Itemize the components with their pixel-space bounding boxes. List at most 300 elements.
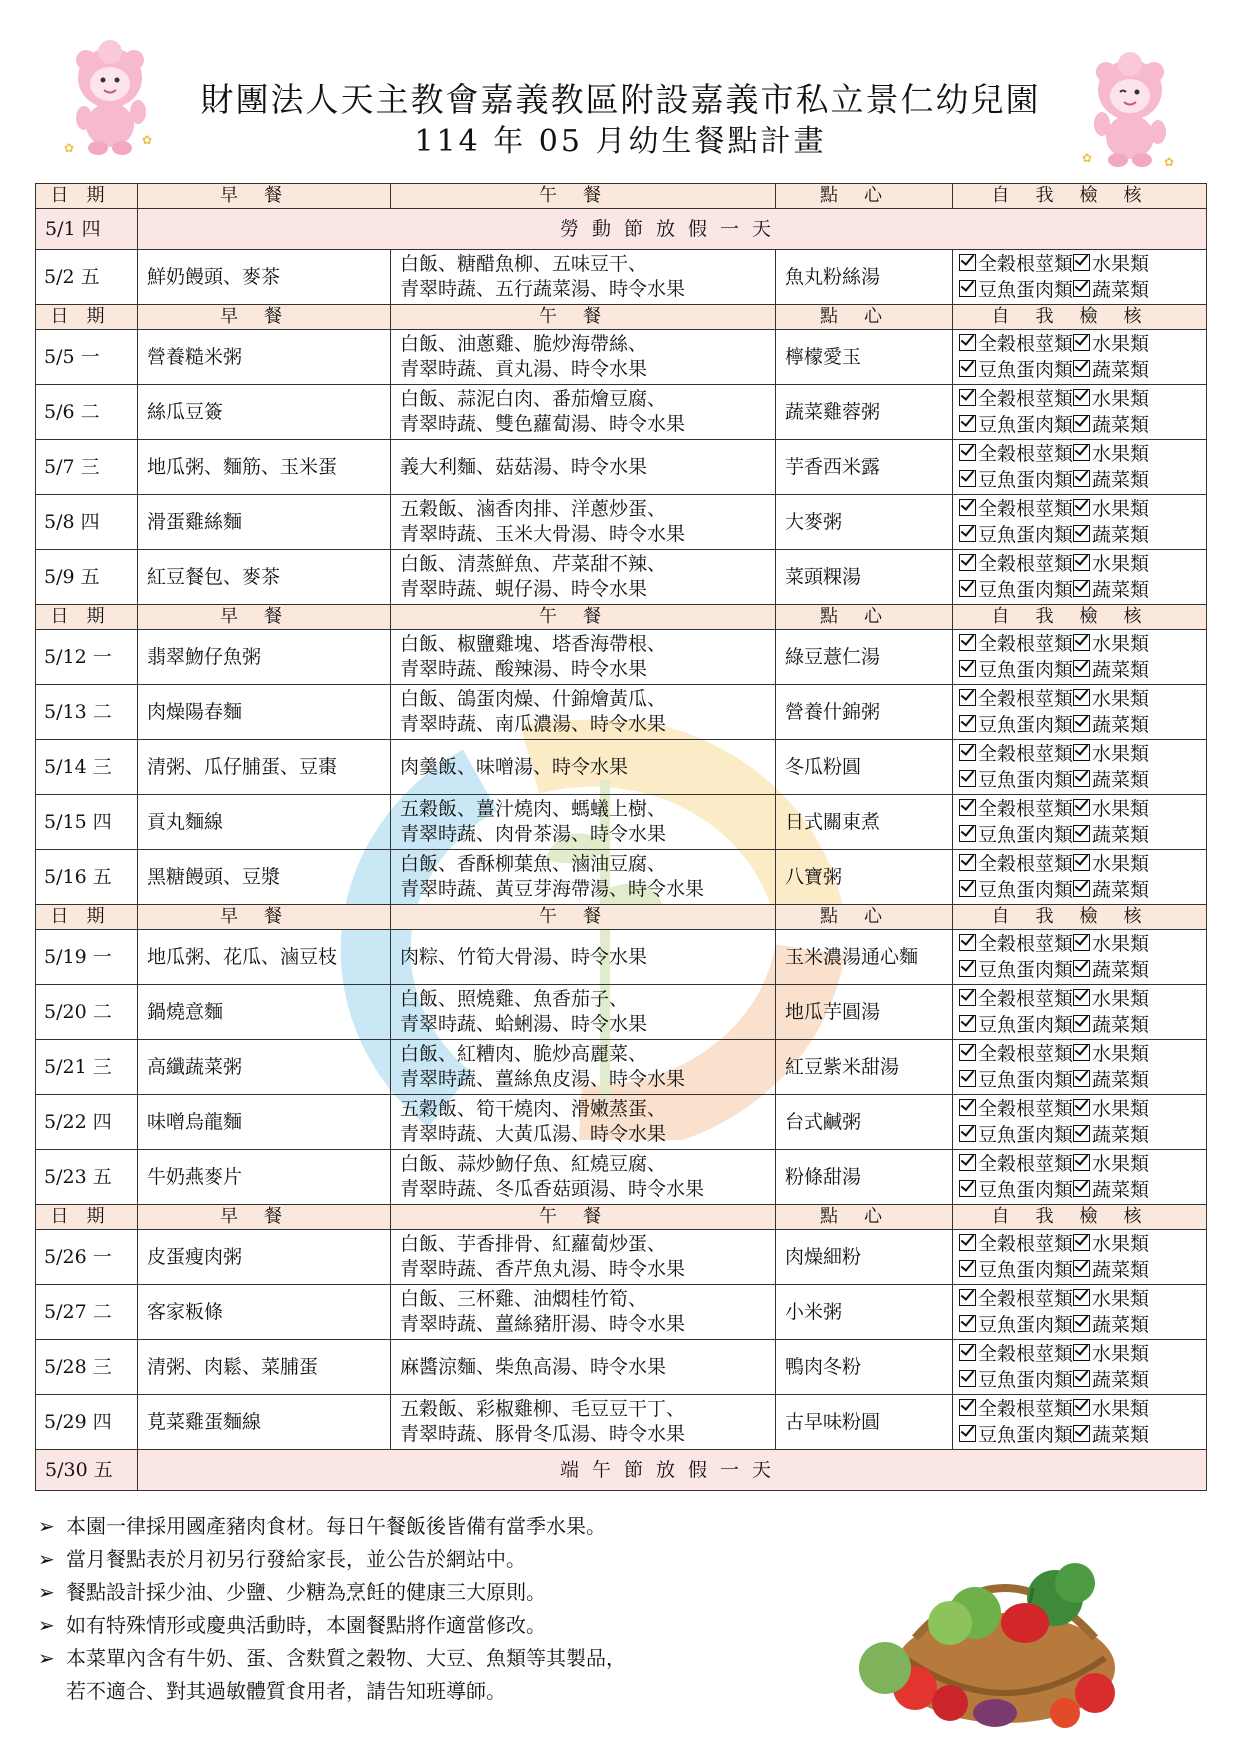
date-cell: 5/14 三 (36, 740, 138, 795)
check-label: 蔬菜類 (1092, 1424, 1150, 1446)
breakfast-cell: 皮蛋瘦肉粥 (138, 1230, 391, 1285)
check-label: 水果類 (1092, 1043, 1150, 1065)
lunch-line: 青翠時蔬、大黃瓜湯、時令水果 (400, 1123, 667, 1145)
check-label: 水果類 (1092, 498, 1150, 520)
checked-box-icon[interactable] (1073, 1070, 1090, 1087)
date-cell: 5/26 一 (36, 1230, 138, 1285)
lunch-line: 青翠時蔬、蛤蜊湯、時令水果 (400, 1013, 648, 1035)
checked-box-icon[interactable] (959, 1344, 976, 1361)
checked-box-icon[interactable] (1073, 1399, 1090, 1416)
snack-cell: 肉燥細粉 (776, 1230, 953, 1285)
self-check-line (959, 931, 1206, 957)
lunch-line: 白飯、糖醋魚柳、五味豆干、 (400, 253, 648, 275)
snack-cell: 菜頭粿湯 (776, 550, 953, 605)
breakfast-cell: 肉燥陽春麵 (138, 685, 391, 740)
note-item: ➢ 本菜單內含有牛奶、蛋、含麩質之穀物、大豆、魚類等其製品， (38, 1642, 838, 1675)
lunch-line: 五穀飯、滷香肉排、洋蔥炒蛋、 (400, 498, 667, 520)
checked-box-icon[interactable] (1073, 744, 1090, 761)
table-row (36, 930, 1207, 985)
check-label: 豆魚蛋肉類 (978, 279, 1074, 301)
breakfast-cell: 地瓜粥、花瓜、滷豆枝 (138, 930, 391, 985)
breakfast-cell: 黑糖饅頭、豆漿 (138, 850, 391, 905)
column-header-self-check: 自我檢核 (953, 905, 1207, 930)
lunch-line: 白飯、照燒雞、魚香茄子、 (400, 988, 629, 1010)
snack-cell: 小米粥 (776, 1285, 953, 1340)
date-cell: 5/7 三 (36, 440, 138, 495)
check-label: 水果類 (1092, 1233, 1150, 1255)
check-label: 水果類 (1092, 388, 1150, 410)
checked-box-icon[interactable] (959, 580, 976, 597)
checked-box-icon[interactable] (959, 799, 976, 816)
snack-cell: 地瓜芋圓湯 (776, 985, 953, 1040)
checked-box-icon[interactable] (1073, 444, 1090, 461)
snack-cell: 台式鹹粥 (776, 1095, 953, 1150)
breakfast-cell: 客家粄條 (138, 1285, 391, 1340)
self-check-line (959, 1012, 1206, 1038)
check-label: 水果類 (1092, 1098, 1150, 1120)
column-header-self-check: 自我檢核 (953, 184, 1207, 209)
table-row (36, 440, 1207, 495)
checked-box-icon[interactable] (959, 960, 976, 977)
lunch-cell (391, 1230, 776, 1285)
checked-box-icon[interactable] (959, 554, 976, 571)
check-label: 全穀根莖類 (978, 1233, 1074, 1255)
checked-box-icon[interactable] (959, 1289, 976, 1306)
holiday-row (36, 1450, 1207, 1491)
checked-box-icon[interactable] (1073, 1370, 1090, 1387)
checked-box-icon[interactable] (959, 334, 976, 351)
self-check-line (959, 1367, 1206, 1393)
column-header-self-check: 自我檢核 (953, 605, 1207, 630)
column-header-breakfast: 早餐 (138, 184, 391, 209)
checked-box-icon[interactable] (959, 1154, 976, 1171)
table-row (36, 1040, 1207, 1095)
lunch-line: 青翠時蔬、蜆仔湯、時令水果 (400, 578, 648, 600)
check-label: 全穀根莖類 (978, 1043, 1074, 1065)
check-label: 水果類 (1092, 1153, 1150, 1175)
self-check-line (959, 386, 1206, 412)
checked-box-icon[interactable] (1073, 470, 1090, 487)
self-check-line (959, 412, 1206, 438)
self-check-line (959, 1122, 1206, 1148)
lunch-line: 青翠時蔬、香芹魚丸湯、時令水果 (400, 1258, 686, 1280)
checked-box-icon[interactable] (959, 689, 976, 706)
checked-box-icon[interactable] (959, 1044, 976, 1061)
checked-box-icon[interactable] (1073, 254, 1090, 271)
table-row (36, 550, 1207, 605)
check-label: 蔬菜類 (1092, 659, 1150, 681)
checked-box-icon[interactable] (1073, 360, 1090, 377)
checked-box-icon[interactable] (959, 854, 976, 871)
breakfast-cell: 高纖蔬菜粥 (138, 1040, 391, 1095)
vegetable-basket-icon (855, 1518, 1135, 1738)
check-label: 全穀根莖類 (978, 443, 1074, 465)
checked-box-icon[interactable] (959, 989, 976, 1006)
self-check-cell (953, 985, 1207, 1040)
self-check-cell (953, 385, 1207, 440)
checked-box-icon[interactable] (1073, 1015, 1090, 1032)
self-check-line (959, 1341, 1206, 1367)
self-check-line (959, 767, 1206, 793)
self-check-line (959, 467, 1206, 493)
checked-box-icon[interactable] (1073, 389, 1090, 406)
self-check-line (959, 522, 1206, 548)
check-label: 蔬菜類 (1092, 769, 1150, 791)
breakfast-cell: 營養糙米粥 (138, 330, 391, 385)
lunch-cell (391, 1040, 776, 1095)
checked-box-icon[interactable] (959, 1099, 976, 1116)
check-label: 水果類 (1092, 1343, 1150, 1365)
column-header-breakfast: 早餐 (138, 605, 391, 630)
self-check-cell (953, 1340, 1207, 1395)
check-label: 全穀根莖類 (978, 1153, 1074, 1175)
breakfast-cell: 莧菜雞蛋麵線 (138, 1395, 391, 1450)
check-label: 豆魚蛋肉類 (978, 469, 1074, 491)
check-label: 水果類 (1092, 743, 1150, 765)
self-check-line (959, 686, 1206, 712)
checked-box-icon[interactable] (1073, 1344, 1090, 1361)
checked-box-icon[interactable] (959, 1260, 976, 1277)
checked-box-icon[interactable] (1073, 715, 1090, 732)
lunch-cell (391, 795, 776, 850)
checked-box-icon[interactable] (1073, 989, 1090, 1006)
snack-cell: 日式關東煮 (776, 795, 953, 850)
lunch-line: 青翠時蔬、豚骨冬瓜湯、時令水果 (400, 1423, 686, 1445)
checked-box-icon[interactable] (1073, 770, 1090, 787)
snack-cell: 魚丸粉絲湯 (776, 250, 953, 305)
checked-box-icon[interactable] (959, 525, 976, 542)
self-check-line (959, 1067, 1206, 1093)
check-label: 豆魚蛋肉類 (978, 1014, 1074, 1036)
check-label: 水果類 (1092, 688, 1150, 710)
column-header-lunch: 午餐 (391, 905, 776, 930)
self-check-cell (953, 685, 1207, 740)
date-cell: 5/22 四 (36, 1095, 138, 1150)
checked-box-icon[interactable] (959, 770, 976, 787)
check-label: 水果類 (1092, 333, 1150, 355)
checked-box-icon[interactable] (1073, 854, 1090, 871)
checked-box-icon[interactable] (959, 880, 976, 897)
self-check-line (959, 577, 1206, 603)
self-check-line (959, 1257, 1206, 1283)
check-label: 豆魚蛋肉類 (978, 824, 1074, 846)
check-label: 豆魚蛋肉類 (978, 1314, 1074, 1336)
checked-box-icon[interactable] (1073, 1315, 1090, 1332)
lunch-line: 白飯、油蔥雞、脆炒海帶絲、 (400, 333, 648, 355)
check-label: 全穀根莖類 (978, 1288, 1074, 1310)
check-label: 全穀根莖類 (978, 553, 1074, 575)
notes-list (38, 1510, 838, 1708)
checked-box-icon[interactable] (959, 1070, 976, 1087)
lunch-line: 白飯、鴿蛋肉燥、什錦燴黃瓜、 (400, 688, 667, 710)
check-label: 豆魚蛋肉類 (978, 959, 1074, 981)
check-label: 蔬菜類 (1092, 1124, 1150, 1146)
column-header-self-check: 自我檢核 (953, 305, 1207, 330)
meal-plan-table (35, 183, 1207, 1491)
self-check-cell (953, 495, 1207, 550)
checked-box-icon[interactable] (959, 934, 976, 951)
self-check-line (959, 1096, 1206, 1122)
check-label: 豆魚蛋肉類 (978, 1069, 1074, 1091)
date-cell: 5/12 一 (36, 630, 138, 685)
check-label: 水果類 (1092, 988, 1150, 1010)
checked-box-icon[interactable] (1073, 1154, 1090, 1171)
check-label: 全穀根莖類 (978, 253, 1074, 275)
column-header-lunch: 午餐 (391, 1205, 776, 1230)
table-row (36, 385, 1207, 440)
breakfast-cell: 貢丸麵線 (138, 795, 391, 850)
checked-box-icon[interactable] (1073, 280, 1090, 297)
check-label: 豆魚蛋肉類 (978, 579, 1074, 601)
column-header-snack: 點心 (776, 1205, 953, 1230)
table-row (36, 495, 1207, 550)
lunch-cell (391, 740, 776, 795)
checked-box-icon[interactable] (1073, 880, 1090, 897)
checked-box-icon[interactable] (1073, 934, 1090, 951)
date-cell: 5/27 二 (36, 1285, 138, 1340)
lunch-cell (391, 930, 776, 985)
date-cell: 5/28 三 (36, 1340, 138, 1395)
svg-text:✿: ✿ (1164, 155, 1175, 169)
breakfast-cell: 絲瓜豆簽 (138, 385, 391, 440)
check-label: 蔬菜類 (1092, 359, 1150, 381)
check-label: 蔬菜類 (1092, 1069, 1150, 1091)
checked-box-icon[interactable] (959, 1180, 976, 1197)
breakfast-cell: 翡翠魩仔魚粥 (138, 630, 391, 685)
snack-cell: 鴨肉冬粉 (776, 1340, 953, 1395)
lunch-line: 白飯、芋香排骨、紅蘿蔔炒蛋、 (400, 1233, 667, 1255)
checked-box-icon[interactable] (959, 389, 976, 406)
check-label: 全穀根莖類 (978, 1098, 1074, 1120)
checked-box-icon[interactable] (1073, 499, 1090, 516)
check-label: 豆魚蛋肉類 (978, 414, 1074, 436)
table-row (36, 740, 1207, 795)
checked-box-icon[interactable] (1073, 825, 1090, 842)
checked-box-icon[interactable] (959, 360, 976, 377)
self-check-line (959, 986, 1206, 1012)
lunch-line: 青翠時蔬、南瓜濃湯、時令水果 (400, 713, 667, 735)
column-header-date: 日期 (36, 184, 138, 209)
checked-box-icon[interactable] (959, 1370, 976, 1387)
self-check-cell (953, 250, 1207, 305)
checked-box-icon[interactable] (1073, 1180, 1090, 1197)
table-row (36, 985, 1207, 1040)
checked-box-icon[interactable] (1073, 660, 1090, 677)
checked-box-icon[interactable] (1073, 334, 1090, 351)
table-row (36, 795, 1207, 850)
lunch-cell (391, 495, 776, 550)
self-check-cell (953, 550, 1207, 605)
date-cell: 5/20 二 (36, 985, 138, 1040)
lunch-line: 青翠時蔬、貢丸湯、時令水果 (400, 358, 648, 380)
checked-box-icon[interactable] (1073, 1044, 1090, 1061)
lunch-line: 青翠時蔬、五行蔬菜湯、時令水果 (400, 278, 686, 300)
table-row (36, 250, 1207, 305)
column-header-snack: 點心 (776, 305, 953, 330)
column-header-breakfast: 早餐 (138, 905, 391, 930)
table-header-row (36, 184, 1207, 209)
self-check-line (959, 957, 1206, 983)
breakfast-cell: 地瓜粥、麵筋、玉米蛋 (138, 440, 391, 495)
svg-text:✿: ✿ (142, 133, 153, 147)
check-label: 全穀根莖類 (978, 1398, 1074, 1420)
lunch-cell (391, 850, 776, 905)
checked-box-icon[interactable] (959, 825, 976, 842)
lunch-line: 青翠時蔬、薑絲豬肝湯、時令水果 (400, 1313, 686, 1335)
column-header-breakfast: 早餐 (138, 1205, 391, 1230)
self-check-line (959, 277, 1206, 303)
checked-box-icon[interactable] (959, 660, 976, 677)
note-continuation: 若不適合、對其過敏體質食用者，請告知班導師。 (66, 1679, 506, 1703)
snack-cell: 粉條甜湯 (776, 1150, 953, 1205)
self-check-line (959, 357, 1206, 383)
lunch-line: 麻醬涼麵、柴魚高湯、時令水果 (400, 1355, 667, 1378)
checked-box-icon[interactable] (1073, 634, 1090, 651)
arrow-bullet-icon: ➢ (38, 1514, 55, 1538)
check-label: 全穀根莖類 (978, 688, 1074, 710)
self-check-cell (953, 440, 1207, 495)
lunch-line: 青翠時蔬、雙色蘿蔔湯、時令水果 (400, 413, 686, 435)
self-check-line (959, 1177, 1206, 1203)
checked-box-icon[interactable] (1073, 525, 1090, 542)
check-label: 水果類 (1092, 253, 1150, 275)
check-label: 全穀根莖類 (978, 798, 1074, 820)
checked-box-icon[interactable] (1073, 1260, 1090, 1277)
column-header-lunch: 午餐 (391, 605, 776, 630)
lunch-cell (391, 330, 776, 385)
table-row (36, 630, 1207, 685)
date-cell: 5/30 五 (36, 1450, 138, 1491)
checked-box-icon[interactable] (1073, 689, 1090, 706)
checked-box-icon[interactable] (1073, 1289, 1090, 1306)
arrow-bullet-icon: ➢ (38, 1580, 55, 1604)
self-check-cell (953, 850, 1207, 905)
checked-box-icon[interactable] (1073, 1125, 1090, 1142)
lunch-cell (391, 440, 776, 495)
self-check-line (959, 796, 1206, 822)
check-label: 蔬菜類 (1092, 1259, 1150, 1281)
column-header-self-check: 自我檢核 (953, 1205, 1207, 1230)
checked-box-icon[interactable] (959, 470, 976, 487)
check-label: 豆魚蛋肉類 (978, 769, 1074, 791)
date-cell: 5/16 五 (36, 850, 138, 905)
snack-cell: 營養什錦粥 (776, 685, 953, 740)
check-label: 水果類 (1092, 853, 1150, 875)
checked-box-icon[interactable] (959, 715, 976, 732)
lunch-line: 五穀飯、筍干燒肉、滑嫩蒸蛋、 (400, 1098, 667, 1120)
lunch-line: 白飯、蒜炒魩仔魚、紅燒豆腐、 (400, 1153, 667, 1175)
check-label: 蔬菜類 (1092, 1179, 1150, 1201)
checked-box-icon[interactable] (959, 444, 976, 461)
checked-box-icon[interactable] (1073, 1099, 1090, 1116)
self-check-cell (953, 795, 1207, 850)
arrow-bullet-icon: ➢ (38, 1613, 55, 1637)
snack-cell: 紅豆紫米甜湯 (776, 1040, 953, 1095)
self-check-line (959, 1151, 1206, 1177)
column-header-lunch: 午餐 (391, 184, 776, 209)
self-check-cell (953, 1230, 1207, 1285)
check-label: 水果類 (1092, 933, 1150, 955)
check-label: 豆魚蛋肉類 (978, 1179, 1074, 1201)
date-cell: 5/8 四 (36, 495, 138, 550)
table-row (36, 1340, 1207, 1395)
lunch-cell (391, 550, 776, 605)
checked-box-icon[interactable] (959, 1234, 976, 1251)
breakfast-cell: 紅豆餐包、麥茶 (138, 550, 391, 605)
checked-box-icon[interactable] (959, 254, 976, 271)
check-label: 蔬菜類 (1092, 1314, 1150, 1336)
check-label: 全穀根莖類 (978, 498, 1074, 520)
check-label: 蔬菜類 (1092, 469, 1150, 491)
checked-box-icon[interactable] (959, 1425, 976, 1442)
snack-cell: 古早味粉圓 (776, 1395, 953, 1450)
check-label: 蔬菜類 (1092, 524, 1150, 546)
self-check-line (959, 251, 1206, 277)
date-cell: 5/15 四 (36, 795, 138, 850)
checked-box-icon[interactable] (1073, 580, 1090, 597)
checked-box-icon[interactable] (959, 744, 976, 761)
lunch-cell (391, 985, 776, 1040)
lunch-line: 白飯、香酥柳葉魚、滷油豆腐、 (400, 853, 667, 875)
column-header-date: 日期 (36, 605, 138, 630)
check-label: 全穀根莖類 (978, 988, 1074, 1010)
self-check-line (959, 496, 1206, 522)
checked-box-icon[interactable] (959, 1399, 976, 1416)
checked-box-icon[interactable] (959, 1315, 976, 1332)
self-check-line (959, 712, 1206, 738)
table-row (36, 330, 1207, 385)
checked-box-icon[interactable] (1073, 1234, 1090, 1251)
checked-box-icon[interactable] (959, 415, 976, 432)
check-label: 全穀根莖類 (978, 1343, 1074, 1365)
table-row (36, 1285, 1207, 1340)
checked-box-icon[interactable] (1073, 799, 1090, 816)
checked-box-icon[interactable] (959, 499, 976, 516)
column-header-date: 日期 (36, 905, 138, 930)
lunch-line: 青翠時蔬、酸辣湯、時令水果 (400, 658, 648, 680)
lunch-cell (391, 1340, 776, 1395)
arrow-bullet-icon: ➢ (38, 1646, 55, 1670)
column-header-date: 日期 (36, 1205, 138, 1230)
check-label: 全穀根莖類 (978, 388, 1074, 410)
checked-box-icon[interactable] (959, 1015, 976, 1032)
checked-box-icon[interactable] (959, 634, 976, 651)
snack-cell: 冬瓜粉圓 (776, 740, 953, 795)
self-check-cell (953, 740, 1207, 795)
self-check-cell (953, 630, 1207, 685)
checked-box-icon[interactable] (1073, 554, 1090, 571)
check-label: 豆魚蛋肉類 (978, 1369, 1074, 1391)
breakfast-cell: 滑蛋雞絲麵 (138, 495, 391, 550)
checked-box-icon[interactable] (1073, 960, 1090, 977)
page-header (0, 40, 1241, 180)
date-cell: 5/23 五 (36, 1150, 138, 1205)
arrow-bullet-icon: ➢ (38, 1547, 55, 1571)
checked-box-icon[interactable] (959, 1125, 976, 1142)
lunch-cell (391, 1095, 776, 1150)
table-row (36, 1395, 1207, 1450)
breakfast-cell: 清粥、瓜仔脯蛋、豆棗 (138, 740, 391, 795)
checked-box-icon[interactable] (959, 280, 976, 297)
lunch-line: 白飯、椒鹽雞塊、塔香海帶根、 (400, 633, 667, 655)
lunch-line: 五穀飯、彩椒雞柳、毛豆豆干丁、 (400, 1398, 686, 1420)
checked-box-icon[interactable] (1073, 415, 1090, 432)
snack-cell: 綠豆薏仁湯 (776, 630, 953, 685)
checked-box-icon[interactable] (1073, 1425, 1090, 1442)
holiday-row (36, 209, 1207, 250)
date-cell: 5/5 一 (36, 330, 138, 385)
page-title: 財團法人天主教會嘉義教區附設嘉義市私立景仁幼兒園 (200, 80, 1041, 119)
